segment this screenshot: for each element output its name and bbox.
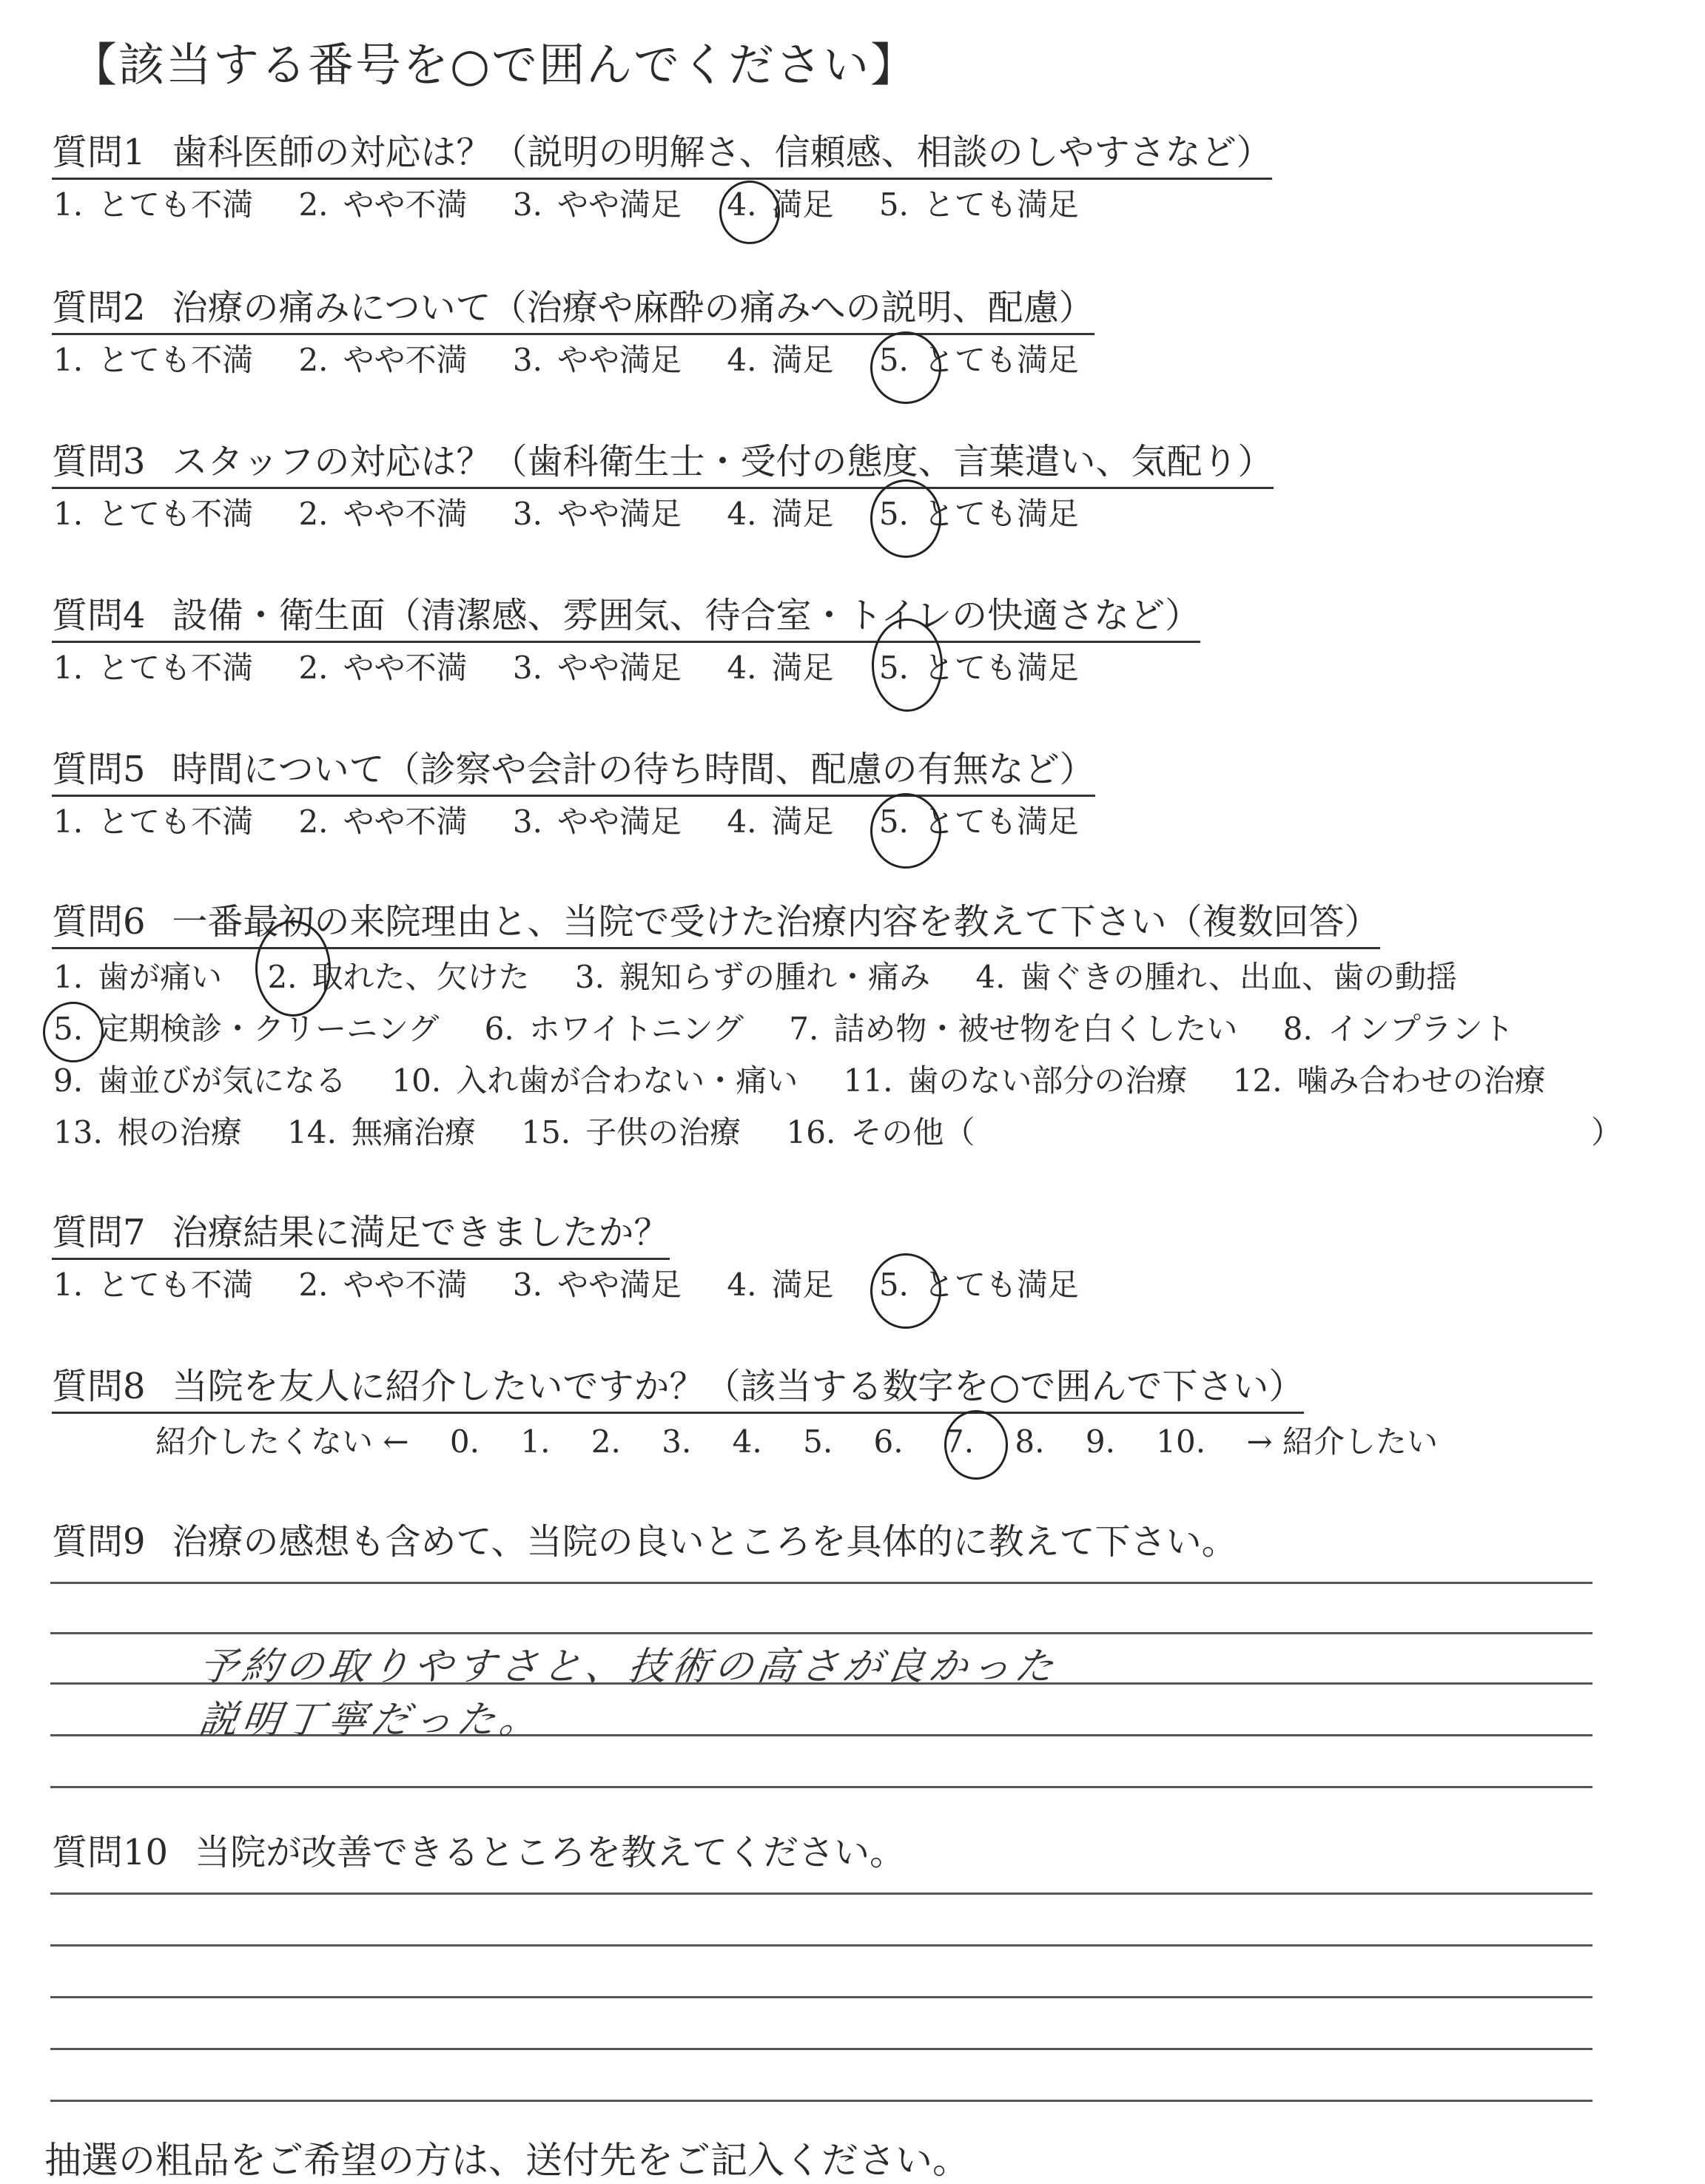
option-2[interactable]: 2. やや不満: [298, 650, 468, 686]
question-10-heading: [52, 1830, 905, 1875]
option-1[interactable]: 1. とても不満: [53, 1267, 254, 1303]
question-text: 治療の痛みについて（治療や麻酔の痛みへの説明、配慮）: [172, 287, 1094, 328]
option-5[interactable]: 5. とても満足: [879, 340, 1079, 380]
answer-line: [50, 2048, 1593, 2050]
option-9[interactable]: 9. 歯並びが気になる: [53, 1062, 347, 1099]
question-number: 質問7: [52, 1212, 146, 1253]
question-6-row-3: [53, 1061, 1581, 1101]
option-1[interactable]: 1. 歯が痛い: [53, 959, 223, 995]
selection-circle: [255, 920, 331, 1017]
option-8[interactable]: 8. インプラント: [1282, 1011, 1514, 1047]
option-2[interactable]: 2. やや不満: [298, 803, 468, 840]
option-2[interactable]: 2. やや不満: [298, 1267, 468, 1303]
scale-9[interactable]: 9.: [1085, 1423, 1115, 1460]
question-2-heading: [52, 286, 1094, 335]
question-number: 質問4: [52, 595, 146, 636]
option-4[interactable]: 4. 満足: [727, 185, 833, 225]
question-6-heading: [52, 900, 1380, 949]
question-2-options: [53, 340, 1114, 380]
question-number: 質問8: [52, 1366, 146, 1407]
option-3[interactable]: 3. やや満足: [512, 342, 682, 378]
question-6-row-4: [53, 1113, 1010, 1153]
question-number: 質問10: [52, 1832, 169, 1873]
option-4[interactable]: 4. 満足: [727, 496, 834, 532]
scale-4[interactable]: 4.: [732, 1423, 762, 1460]
question-text: 治療の感想も含めて、当院の良いところを具体的に教えて下さい。: [172, 1521, 1237, 1563]
question-number: 質問3: [52, 441, 146, 482]
option-3[interactable]: 3. 親知らずの腫れ・痛み: [574, 959, 930, 995]
option-6[interactable]: 6. ホワイトニング: [484, 1011, 744, 1047]
option-3[interactable]: 3. やや満足: [512, 650, 682, 686]
option-5[interactable]: 5. とても満足: [879, 802, 1079, 842]
option-3[interactable]: 3. やや満足: [512, 803, 682, 840]
option-7[interactable]: 7. 詰め物・被せ物を白くしたい: [789, 1011, 1238, 1047]
question-number: 質問9: [52, 1521, 146, 1563]
other-close-paren: ）: [1591, 1114, 1623, 1150]
selection-circle: [870, 793, 941, 869]
option-15[interactable]: 15. 子供の治療: [521, 1114, 741, 1150]
scale-right-label: → 紹介したい: [1246, 1423, 1438, 1460]
question-3-heading: [52, 439, 1274, 489]
instruction-heading: 【該当する番号を○で囲んでください】: [71, 38, 918, 92]
selection-circle: [870, 331, 941, 404]
option-2[interactable]: 2. やや不満: [298, 496, 468, 532]
answer-line: [50, 1582, 1593, 1584]
option-12[interactable]: 12. 噛み合わせの治療: [1232, 1062, 1546, 1099]
answer-line: [50, 1944, 1593, 1947]
option-5[interactable]: 5. 定期検診・クリーニング: [53, 1009, 439, 1049]
option-1[interactable]: 1. とても不満: [53, 803, 254, 840]
option-5[interactable]: 5. とても満足: [879, 648, 1079, 688]
option-1[interactable]: 1. とても不満: [53, 650, 254, 686]
question-9-heading: [52, 1520, 1237, 1564]
handwritten-answer-line-2: 説明丁寧だった。: [196, 1698, 546, 1742]
scale-2[interactable]: 2.: [591, 1423, 621, 1460]
question-1-heading: [52, 130, 1272, 180]
option-5[interactable]: 5. とても満足: [879, 494, 1079, 534]
scale-1[interactable]: 1.: [520, 1423, 551, 1460]
question-8-heading: [52, 1364, 1304, 1414]
question-4-options: [53, 648, 1114, 688]
recommendation-scale: [155, 1422, 1469, 1462]
question-5-heading: [52, 747, 1095, 797]
scale-8[interactable]: 8.: [1015, 1423, 1045, 1460]
selection-circle: [870, 479, 941, 558]
option-2[interactable]: 2. やや不満: [298, 342, 468, 378]
answer-line: [50, 1893, 1593, 1895]
option-1[interactable]: 1. とても不満: [53, 342, 254, 378]
option-5[interactable]: 5. とても満足: [878, 186, 1079, 223]
option-3[interactable]: 3. やや満足: [512, 1267, 682, 1303]
question-text: 時間について（診察や会計の待ち時間、配慮の有無など）: [172, 749, 1095, 790]
handwritten-answer-line-1: 予約の取りやすさと、技術の高さが良かった: [196, 1645, 1061, 1689]
scale-3[interactable]: 3.: [662, 1423, 692, 1460]
scale-7[interactable]: 7.: [944, 1423, 975, 1460]
question-7-heading: [52, 1210, 670, 1260]
answer-line: [50, 2100, 1593, 2102]
question-number: 質問6: [52, 901, 146, 943]
option-5[interactable]: 5. とても満足: [879, 1265, 1079, 1305]
option-1[interactable]: 1. とても不満: [53, 186, 254, 223]
question-number: 質問5: [52, 749, 146, 790]
question-text: 当院が改善できるところを教えてください。: [195, 1832, 906, 1873]
footer-note: 抽選の粗品をご希望の方は、送付先をご記入ください。: [44, 2139, 969, 2182]
option-16[interactable]: 16. その他（: [786, 1114, 975, 1150]
scale-6[interactable]: 6.: [873, 1423, 904, 1460]
option-11[interactable]: 11. 歯のない部分の治療: [843, 1062, 1188, 1099]
question-text: スタッフの対応は？（歯科衛生士・受付の態度、言葉遣い、気配り）: [172, 441, 1274, 482]
selection-circle: [43, 1002, 104, 1062]
option-4[interactable]: 4. 満足: [727, 803, 834, 840]
option-2[interactable]: 2. 取れた、欠けた: [267, 957, 529, 997]
selection-circle: [944, 1410, 1008, 1480]
scale-10[interactable]: 10.: [1156, 1423, 1206, 1460]
option-2[interactable]: 2. やや不満: [298, 186, 468, 223]
question-3-options: [53, 494, 1114, 534]
option-1[interactable]: 1. とても不満: [53, 496, 254, 532]
answer-line: [50, 1996, 1593, 1998]
question-text: 治療結果に満足できましたか？: [172, 1212, 670, 1253]
option-4[interactable]: 4. 歯ぐきの腫れ、出血、歯の動揺: [975, 959, 1457, 995]
option-4[interactable]: 4. 満足: [727, 650, 834, 686]
question-5-options: [53, 802, 1114, 842]
question-text: 設備・衛生面（清潔感、雰囲気、待合室・トイレの快適さなど）: [172, 595, 1201, 636]
option-4[interactable]: 4. 満足: [727, 1267, 834, 1303]
answer-line: [50, 1632, 1593, 1634]
selection-circle: [719, 181, 780, 244]
question-7-options: [53, 1265, 1114, 1305]
option-14[interactable]: 14. 無痛治療: [287, 1114, 476, 1150]
selection-circle: [872, 619, 943, 712]
scale-0[interactable]: 0.: [449, 1423, 480, 1460]
option-13[interactable]: 13. 根の治療: [53, 1114, 242, 1150]
option-3[interactable]: 3. やや満足: [512, 496, 682, 532]
question-1-options: [53, 185, 1114, 225]
question-text: 一番最初の来院理由と、当院で受けた治療内容を教えて下さい（複数回答）: [172, 901, 1380, 943]
option-10[interactable]: 10. 入れ歯が合わない・痛い: [391, 1062, 798, 1099]
selection-circle: [870, 1253, 941, 1329]
option-4[interactable]: 4. 満足: [727, 342, 834, 378]
option-3[interactable]: 3. やや満足: [512, 186, 682, 223]
question-number: 質問2: [52, 287, 146, 328]
question-number: 質問1: [52, 132, 146, 173]
question-4-heading: [52, 593, 1200, 643]
question-6-row-1: [53, 957, 1493, 997]
scale-5[interactable]: 5.: [803, 1423, 833, 1460]
answer-line: [50, 1786, 1593, 1788]
question-text: 歯科医師の対応は？（説明の明解さ、信頼感、相談のしやすさなど）: [172, 132, 1272, 173]
scale-left-label: 紹介したくない ←: [155, 1423, 409, 1460]
question-6-row-2: [53, 1009, 1550, 1049]
question-text: 当院を友人に紹介したいですか？（該当する数字を○で囲んで下さい）: [172, 1366, 1305, 1407]
